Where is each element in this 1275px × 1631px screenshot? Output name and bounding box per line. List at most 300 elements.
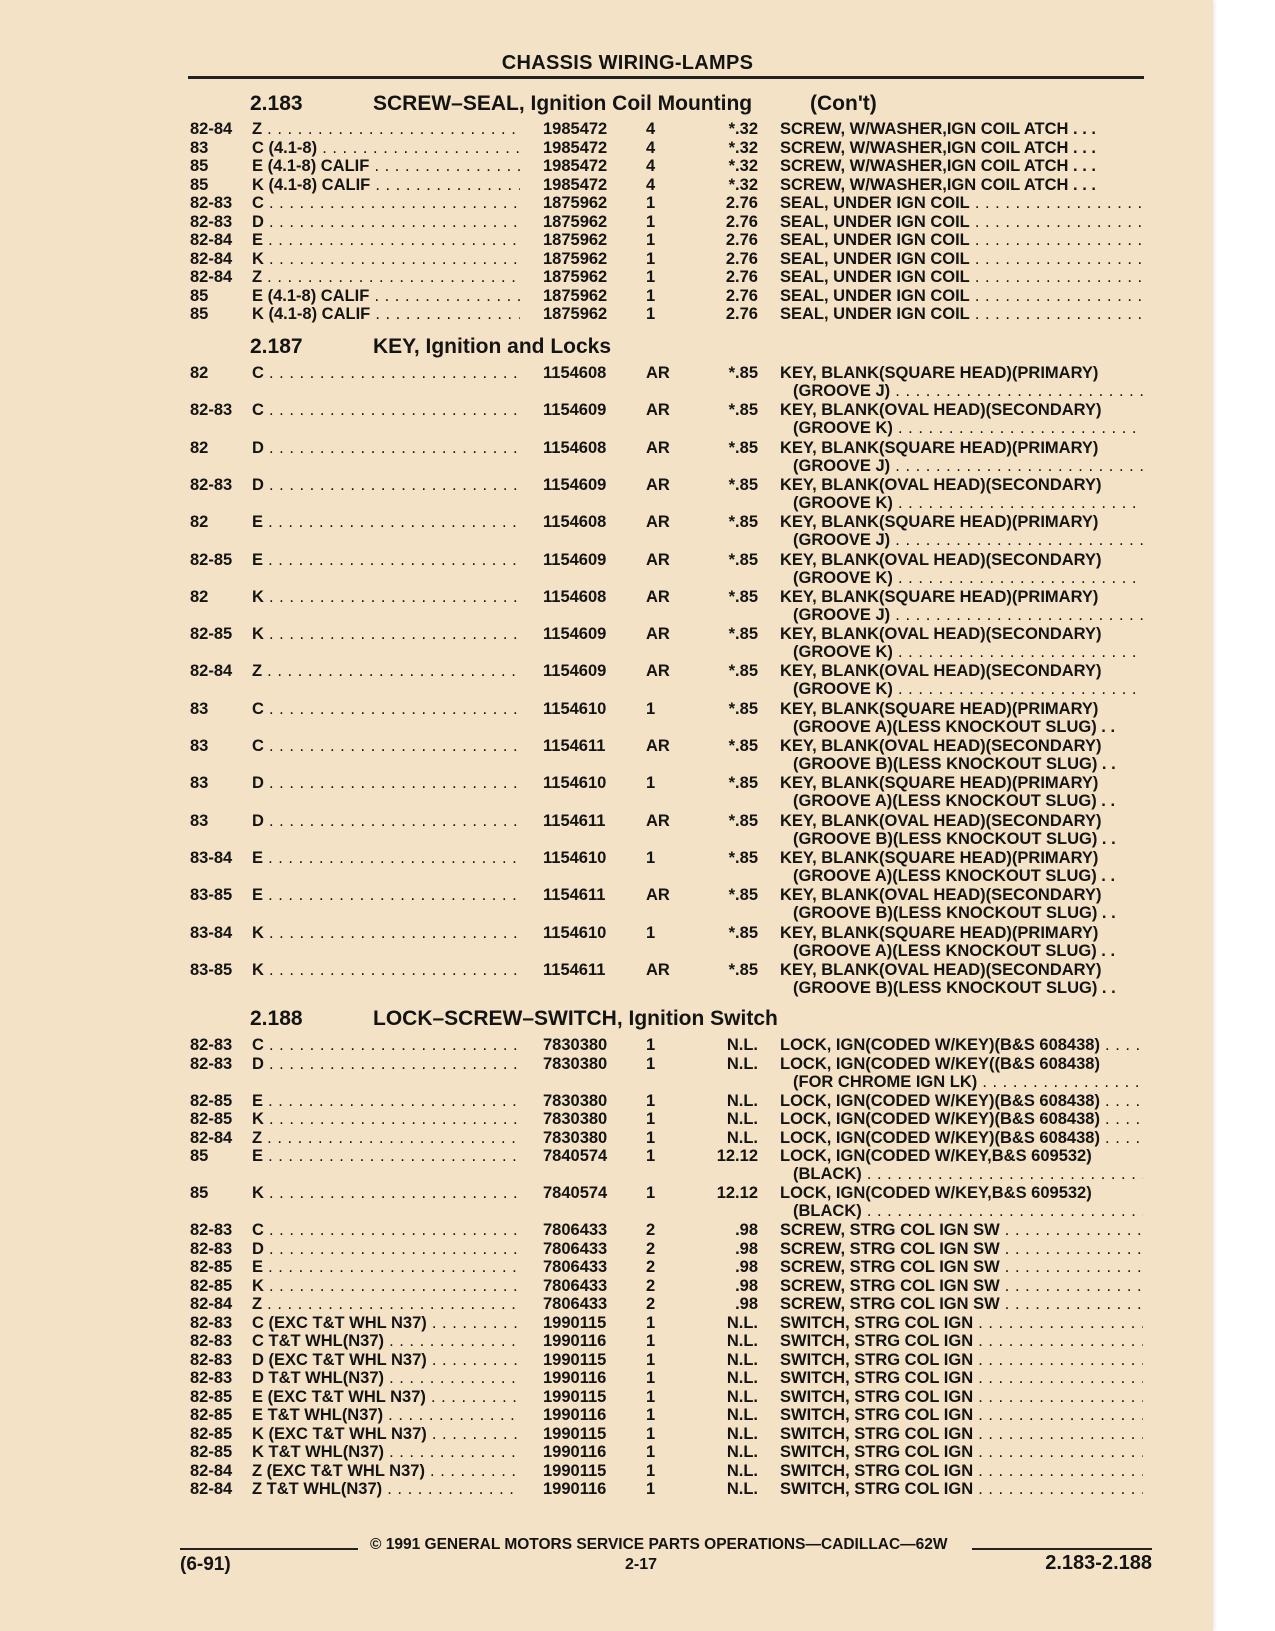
part-row	[0, 662, 1213, 681]
part-number: 1875962	[543, 212, 608, 231]
part-description: SCREW, W/WASHER,IGN COIL ATCH . . .	[780, 120, 1096, 138]
quantity: 1	[646, 1350, 656, 1369]
model-code: E T&T WHL(N37) . . .	[252, 1406, 520, 1425]
part-row	[0, 194, 1213, 213]
price: .98	[735, 1221, 758, 1239]
part-description: SCREW, STRG COL IGN SW . . .	[780, 1240, 1143, 1259]
model-code: E . . .	[252, 1147, 520, 1166]
part-number: 1990115	[543, 1424, 607, 1443]
part-description-continued: (GROOVE K) . . .	[793, 680, 1143, 699]
part-row	[0, 1055, 1213, 1074]
price: *.85	[728, 475, 758, 494]
part-number: 7830380	[543, 1091, 608, 1110]
quantity: AR	[646, 886, 670, 905]
model-code: Z . . .	[252, 662, 520, 681]
section-title: SCREW–SEAL, Ignition Coil Mounting	[373, 92, 753, 115]
part-row	[0, 176, 1213, 195]
model-year: 82-84	[190, 249, 233, 268]
part-description: KEY, BLANK(OVAL HEAD)(SECONDARY)	[780, 886, 1102, 905]
model-year: 85	[190, 1184, 209, 1202]
part-row	[0, 700, 1213, 719]
part-description-continued: (GROOVE J) . . .	[793, 457, 1143, 476]
part-row	[0, 1147, 1213, 1166]
quantity: AR	[646, 475, 670, 494]
part-row	[0, 287, 1213, 306]
part-number: 1154611	[543, 737, 606, 755]
price: *.32	[728, 138, 758, 157]
price: *.85	[728, 848, 758, 867]
part-number: 1154611	[543, 960, 606, 979]
part-row	[0, 268, 1213, 287]
part-description: SWITCH, STRG COL IGN . . .	[780, 1480, 1143, 1499]
price: 2.76	[725, 231, 758, 249]
model-year: 82-85	[190, 1387, 233, 1406]
model-code: E . . .	[252, 551, 520, 570]
part-description: SCREW, STRG COL IGN SW . . .	[780, 1221, 1143, 1240]
part-description: KEY, BLANK(SQUARE HEAD)(PRIMARY)	[780, 699, 1099, 718]
quantity: AR	[646, 587, 670, 606]
part-description: SEAL, UNDER IGN COIL . . .	[780, 305, 1143, 324]
part-row	[0, 213, 1213, 232]
part-row-continuation	[0, 792, 1213, 811]
part-description: SEAL, UNDER IGN COIL . . .	[780, 268, 1143, 287]
model-year: 82-85	[190, 625, 233, 644]
part-row	[0, 1462, 1213, 1481]
quantity: 4	[646, 120, 656, 138]
model-year: 82-84	[190, 1461, 233, 1480]
part-row	[0, 1369, 1213, 1388]
part-number: 1154610	[543, 699, 607, 718]
part-description: KEY, BLANK(OVAL HEAD)(SECONDARY)	[780, 401, 1102, 420]
model-code: E . . .	[252, 231, 520, 250]
part-number: 7830380	[543, 1128, 608, 1147]
quantity: 4	[646, 157, 656, 175]
model-year: 82-84	[190, 231, 233, 249]
quantity: 1	[646, 1443, 656, 1461]
part-row	[0, 1406, 1213, 1425]
model-year: 82-85	[190, 1091, 233, 1110]
footer-rule	[972, 1548, 1152, 1550]
part-description-continued: (GROOVE K) . . .	[793, 643, 1143, 662]
part-number: 1154609	[543, 550, 607, 569]
part-row	[0, 588, 1213, 607]
part-row-continuation	[0, 830, 1213, 849]
part-description: SWITCH, STRG COL IGN . . .	[780, 1406, 1143, 1425]
model-code: K . . .	[252, 1184, 520, 1203]
price: *.85	[728, 625, 758, 644]
part-number: 7806433	[543, 1221, 608, 1239]
quantity: 2	[646, 1221, 656, 1239]
quantity: 4	[646, 175, 656, 194]
part-description: KEY, BLANK(OVAL HEAD)(SECONDARY)	[780, 960, 1102, 979]
part-row	[0, 120, 1213, 139]
part-number: 1154609	[543, 475, 607, 494]
quantity: 2	[646, 1258, 656, 1276]
model-code: E . . .	[252, 1258, 520, 1277]
price: *.85	[728, 811, 758, 830]
part-number: 7830380	[543, 1054, 608, 1073]
quantity: AR	[646, 438, 670, 457]
part-description: KEY, BLANK(SQUARE HEAD)(PRIMARY)	[780, 848, 1099, 867]
part-row	[0, 1240, 1213, 1259]
quantity: 1	[646, 1480, 656, 1498]
part-row	[0, 231, 1213, 250]
part-row	[0, 551, 1213, 570]
part-number: 1990115	[543, 1387, 607, 1406]
part-description: SEAL, UNDER IGN COIL . . .	[780, 231, 1143, 250]
model-code: E . . .	[252, 1092, 520, 1111]
price: *.85	[728, 587, 758, 606]
part-description: KEY, BLANK(OVAL HEAD)(SECONDARY)	[780, 550, 1102, 569]
model-year: 83-84	[190, 848, 233, 867]
quantity: AR	[646, 811, 670, 830]
quantity: 2	[646, 1276, 656, 1295]
quantity: AR	[646, 960, 670, 979]
part-row-continuation	[0, 680, 1213, 699]
part-description: KEY, BLANK(SQUARE HEAD)(PRIMARY)	[780, 364, 1099, 382]
price: N.L.	[726, 1443, 758, 1461]
model-year: 82-83	[190, 401, 233, 420]
part-row-continuation	[0, 1073, 1213, 1092]
price: *.85	[728, 774, 758, 793]
model-code: D . . .	[252, 213, 520, 232]
model-code: Z . . .	[252, 268, 520, 287]
price: 2.76	[725, 286, 758, 305]
model-code: E . . .	[252, 513, 520, 532]
model-code: E (4.1-8) CALIF . . .	[252, 287, 520, 306]
price: N.L.	[726, 1036, 758, 1054]
model-year: 83	[190, 699, 209, 718]
part-description: LOCK, IGN(CODED W/KEY)(B&S 608438) . . .	[780, 1129, 1143, 1148]
price: *.32	[728, 157, 758, 175]
part-row	[0, 1092, 1213, 1111]
quantity: 4	[646, 138, 656, 157]
part-row	[0, 1184, 1213, 1203]
model-code: C (EXC T&T WHL N37) . . .	[252, 1314, 520, 1333]
part-row	[0, 1351, 1213, 1370]
part-number: 1990116	[543, 1332, 607, 1350]
part-number: 1990115	[543, 1461, 607, 1480]
model-year: 83-85	[190, 886, 233, 905]
part-row	[0, 737, 1213, 756]
part-description-continued: (GROOVE B)(LESS KNOCKOUT SLUG) . .	[793, 978, 1116, 997]
part-row	[0, 849, 1213, 868]
part-number: 7806433	[543, 1276, 608, 1295]
price: 2.76	[725, 305, 758, 323]
part-row-continuation	[0, 643, 1213, 662]
part-description: KEY, BLANK(SQUARE HEAD)(PRIMARY)	[780, 774, 1099, 793]
part-row	[0, 401, 1213, 420]
part-number: 7830380	[543, 1036, 608, 1054]
part-row	[0, 139, 1213, 158]
part-description: SWITCH, STRG COL IGN . . .	[780, 1332, 1143, 1351]
model-code: C . . .	[252, 1221, 520, 1240]
part-row	[0, 513, 1213, 532]
model-code: C . . .	[252, 194, 520, 213]
part-row	[0, 1425, 1213, 1444]
part-number: 1154608	[543, 587, 607, 606]
model-code: Z (EXC T&T WHL N37) . . .	[252, 1462, 520, 1481]
model-year: 82-83	[190, 212, 233, 231]
part-row-continuation	[0, 1202, 1213, 1221]
part-row-continuation	[0, 494, 1213, 513]
price: 2.76	[725, 268, 758, 286]
part-number: 1154609	[543, 401, 607, 420]
part-description: KEY, BLANK(SQUARE HEAD)(PRIMARY)	[780, 438, 1099, 457]
section-number: 2.183	[250, 92, 303, 115]
part-description-continued: (GROOVE A)(LESS KNOCKOUT SLUG) . .	[793, 866, 1116, 885]
price: *.85	[728, 737, 758, 755]
part-description: KEY, BLANK(OVAL HEAD)(SECONDARY)	[780, 475, 1102, 494]
part-number: 1990116	[543, 1480, 607, 1498]
price: N.L.	[726, 1424, 758, 1443]
part-row	[0, 1480, 1213, 1499]
model-year: 82-85	[190, 1424, 233, 1443]
part-row-continuation	[0, 531, 1213, 550]
model-year: 82-83	[190, 1369, 233, 1387]
part-description: KEY, BLANK(SQUARE HEAD)(PRIMARY)	[780, 587, 1099, 606]
part-row-continuation	[0, 419, 1213, 438]
model-year: 82-83	[190, 1054, 233, 1073]
part-row	[0, 364, 1213, 383]
page-section-range: 2.183-2.188	[1045, 1552, 1152, 1574]
quantity: 2	[646, 1239, 656, 1258]
part-row	[0, 1221, 1213, 1240]
part-number: 7840574	[543, 1147, 608, 1165]
part-number: 1990115	[543, 1350, 607, 1369]
part-description: SWITCH, STRG COL IGN . . .	[780, 1388, 1143, 1407]
part-row	[0, 1295, 1213, 1314]
model-year: 82-83	[190, 475, 233, 494]
part-number: 7840574	[543, 1184, 608, 1202]
quantity: 1	[646, 1313, 656, 1332]
model-code: D . . .	[252, 1240, 520, 1259]
part-row	[0, 961, 1213, 980]
quantity: 1	[646, 923, 656, 942]
model-year: 85	[190, 175, 209, 194]
part-description-continued: (BLACK) . . .	[793, 1165, 1143, 1184]
price: *.85	[728, 438, 758, 457]
quantity: 1	[646, 1054, 656, 1073]
revision-date: (6-91)	[180, 1554, 231, 1575]
model-code: C . . .	[252, 700, 520, 719]
part-description: KEY, BLANK(OVAL HEAD)(SECONDARY)	[780, 625, 1102, 644]
part-description: KEY, BLANK(SQUARE HEAD)(PRIMARY)	[780, 923, 1099, 942]
model-year: 82	[190, 587, 209, 606]
part-row	[0, 1388, 1213, 1407]
part-row	[0, 774, 1213, 793]
section-title: KEY, Ignition and Locks	[373, 335, 612, 358]
part-description: SCREW, W/WASHER,IGN COIL ATCH . . .	[780, 138, 1096, 157]
part-description: LOCK, IGN(CODED W/KEY)(B&S 608438) . . .	[780, 1092, 1143, 1111]
price: N.L.	[726, 1110, 758, 1128]
price: *.85	[728, 662, 758, 681]
model-code: D . . .	[252, 774, 520, 793]
model-code: D T&T WHL(N37) . . .	[252, 1369, 520, 1388]
section-title: LOCK–SCREW–SWITCH, Ignition Switch	[373, 1007, 778, 1030]
part-row	[0, 305, 1213, 324]
section-number: 2.188	[250, 1007, 303, 1030]
quantity: 1	[646, 1387, 656, 1406]
model-year: 82	[190, 513, 209, 532]
price: *.32	[728, 175, 758, 194]
price: .98	[735, 1295, 758, 1313]
model-code: E (4.1-8) CALIF . . .	[252, 157, 520, 176]
model-year: 83	[190, 737, 209, 755]
model-code: K . . .	[252, 625, 520, 644]
price: *.85	[728, 699, 758, 718]
part-description: SCREW, STRG COL IGN SW . . .	[780, 1277, 1143, 1296]
part-description: SWITCH, STRG COL IGN . . .	[780, 1462, 1143, 1481]
part-row-continuation	[0, 867, 1213, 886]
part-row-continuation	[0, 755, 1213, 774]
quantity: 1	[646, 1424, 656, 1443]
part-number: 1154608	[543, 513, 607, 532]
quantity: AR	[646, 364, 670, 382]
part-description: SWITCH, STRG COL IGN . . .	[780, 1443, 1143, 1462]
model-year: 85	[190, 286, 209, 305]
part-description-continued: (GROOVE B)(LESS KNOCKOUT SLUG) . .	[793, 829, 1116, 848]
part-row-continuation	[0, 942, 1213, 961]
part-number: 1154609	[543, 662, 607, 681]
part-number: 7806433	[543, 1258, 608, 1276]
price: 12.12	[716, 1147, 758, 1165]
part-description: LOCK, IGN(CODED W/KEY,B&S 609532)	[780, 1184, 1092, 1202]
quantity: 1	[646, 231, 656, 249]
part-row	[0, 1443, 1213, 1462]
price: *.85	[728, 923, 758, 942]
part-row-continuation	[0, 904, 1213, 923]
part-number: 1154611	[543, 811, 606, 830]
part-description: SEAL, UNDER IGN COIL . . .	[780, 287, 1143, 306]
part-description-continued: (GROOVE J) . . .	[793, 382, 1143, 401]
price: N.L.	[726, 1480, 758, 1498]
quantity: 1	[646, 305, 656, 323]
price: N.L.	[726, 1313, 758, 1332]
copyright-line: © 1991 GENERAL MOTORS SERVICE PARTS OPERATIONS—CADILLAC—62W	[370, 1536, 948, 1553]
model-code: E . . .	[252, 886, 520, 905]
model-code: Z . . .	[252, 1295, 520, 1314]
quantity: AR	[646, 662, 670, 681]
price: *.85	[728, 513, 758, 532]
part-description-continued: (FOR CHROME IGN LK) . . .	[793, 1073, 1143, 1092]
quantity: 1	[646, 774, 656, 793]
part-number: 1154608	[543, 438, 607, 457]
model-year: 82-83	[190, 1221, 233, 1239]
model-code: K . . .	[252, 1110, 520, 1129]
part-row	[0, 157, 1213, 176]
model-code: D . . .	[252, 812, 520, 831]
part-number: 1875962	[543, 286, 608, 305]
model-year: 82-85	[190, 1110, 233, 1128]
part-number: 1990116	[543, 1443, 607, 1461]
part-row-continuation	[0, 718, 1213, 737]
part-row	[0, 439, 1213, 458]
price: 2.76	[725, 194, 758, 212]
price: *.85	[728, 960, 758, 979]
model-code: D (EXC T&T WHL N37) . . .	[252, 1351, 520, 1370]
model-year: 82-83	[190, 194, 233, 212]
model-year: 82-84	[190, 268, 233, 286]
quantity: 1	[646, 286, 656, 305]
part-number: 1154610	[543, 774, 607, 793]
price: 2.76	[725, 249, 758, 268]
part-description: KEY, BLANK(SQUARE HEAD)(PRIMARY)	[780, 513, 1099, 532]
part-description: LOCK, IGN(CODED W/KEY)(B&S 608438) . . .	[780, 1110, 1143, 1129]
model-code: E (EXC T&T WHL N37) . . .	[252, 1388, 520, 1407]
model-year: 82-84	[190, 1295, 233, 1313]
part-description: LOCK, IGN(CODED W/KEY((B&S 608438)	[780, 1054, 1100, 1073]
part-number: 1990116	[543, 1369, 607, 1387]
price: .98	[735, 1258, 758, 1276]
model-year: 82-84	[190, 662, 233, 681]
model-year: 83	[190, 774, 209, 793]
price: N.L.	[726, 1332, 758, 1350]
quantity: 2	[646, 1295, 656, 1313]
model-code: D . . .	[252, 1055, 520, 1074]
price: *.85	[728, 364, 758, 382]
part-number: 1990116	[543, 1406, 607, 1424]
quantity: 1	[646, 1036, 656, 1054]
model-year: 85	[190, 305, 209, 323]
part-description: KEY, BLANK(OVAL HEAD)(SECONDARY)	[780, 662, 1102, 681]
part-row	[0, 250, 1213, 269]
model-code: K . . .	[252, 588, 520, 607]
part-number: 1154610	[543, 848, 607, 867]
model-code: E . . .	[252, 849, 520, 868]
part-number: 1875962	[543, 231, 608, 249]
part-description-continued: (GROOVE A)(LESS KNOCKOUT SLUG) . .	[793, 941, 1116, 960]
model-code: Z . . .	[252, 1129, 520, 1148]
price: N.L.	[726, 1406, 758, 1424]
model-year: 82-83	[190, 1313, 233, 1332]
part-number: 1985472	[543, 175, 608, 194]
part-number: 1154610	[543, 923, 607, 942]
model-code: K . . .	[252, 1277, 520, 1296]
part-number: 1154609	[543, 625, 607, 644]
part-row	[0, 1110, 1213, 1129]
quantity: 1	[646, 1332, 656, 1350]
quantity: AR	[646, 625, 670, 644]
model-code: D . . .	[252, 439, 520, 458]
part-description: SWITCH, STRG COL IGN . . .	[780, 1369, 1143, 1388]
part-number: 7806433	[543, 1295, 608, 1313]
part-row-continuation	[0, 1165, 1213, 1184]
part-row	[0, 1036, 1213, 1055]
quantity: 1	[646, 1147, 656, 1165]
part-number: 1154611	[543, 886, 606, 905]
part-description-continued: (GROOVE A)(LESS KNOCKOUT SLUG) . .	[793, 792, 1116, 811]
model-code: K (4.1-8) CALIF . . .	[252, 176, 520, 195]
model-code: C . . .	[252, 737, 520, 756]
price: .98	[735, 1276, 758, 1295]
part-description-continued: (GROOVE J) . . .	[793, 606, 1143, 625]
part-description: KEY, BLANK(OVAL HEAD)(SECONDARY)	[780, 811, 1102, 830]
part-description: LOCK, IGN(CODED W/KEY,B&S 609532)	[780, 1147, 1092, 1165]
quantity: 1	[646, 1091, 656, 1110]
part-number: 1985472	[543, 138, 608, 157]
quantity: 1	[646, 249, 656, 268]
quantity: 1	[646, 1128, 656, 1147]
model-code: D . . .	[252, 476, 520, 495]
model-year: 82-85	[190, 550, 233, 569]
model-code: Z T&T WHL(N37) . . .	[252, 1480, 520, 1499]
price: *.85	[728, 401, 758, 420]
part-row	[0, 886, 1213, 905]
price: 12.12	[716, 1184, 758, 1202]
part-description-continued: (GROOVE B)(LESS KNOCKOUT SLUG) . .	[793, 904, 1116, 923]
part-description-continued: (GROOVE K) . . .	[793, 419, 1143, 438]
